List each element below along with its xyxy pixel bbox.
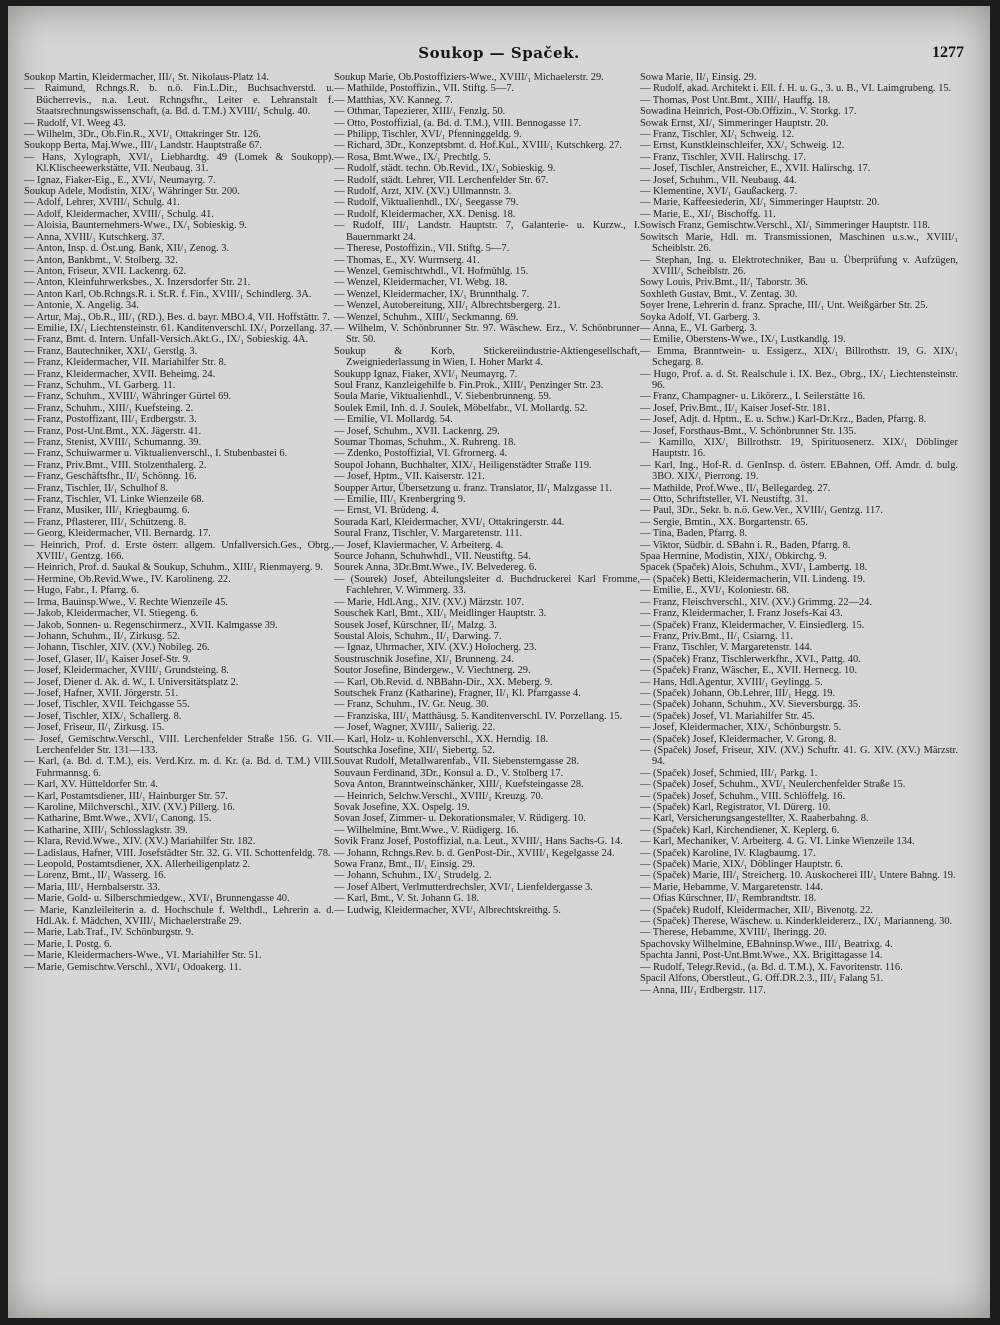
- directory-entry: — Wilhelm, 3Dr., Ob.Fin.R., XVI/₁ Ottakringer Str. 126.: [24, 129, 261, 141]
- directory-entry: — Anton, Bankbmt., V. Stolberg. 32.: [24, 254, 178, 266]
- directory-entry: — Hermine, Ob.Revid.Wwe., IV. Karolineng. 22.: [24, 573, 231, 585]
- directory-entry: — Josef, Diener d. Ak. d. W., I. Universitätsplatz 2.: [24, 676, 239, 688]
- directory-entry: — Hugo, Fabr., I. Pfarrg. 6.: [24, 585, 139, 597]
- directory-entry: — Viktor, Südbir. d. SBahn i. R., Baden, Pfarrg. 8.: [640, 539, 851, 551]
- directory-entry: Soupol Johann, Buchhalter, XIX/₁ Heiligenstädter Straße 119.: [334, 459, 592, 471]
- directory-entry: — (Spaček) Josef, Kleidermacher, V. Grong. 8.: [640, 733, 837, 745]
- directory-entry: — Hans, Hdl.Agentur, XVIII/₁ Geylingg. 5.: [640, 676, 823, 688]
- directory-entry: — Franz, Tischler, VI. Linke Wienzeile 68.: [24, 494, 205, 506]
- directory-entry: — Wilhelmine, Bmt.Wwe., V. Rüdigerg. 16.: [334, 824, 519, 836]
- directory-entry: — Emilie, IX/₁ Liechtensteinstr. 61. Kanditenverschl. IX/₁ Porzellang. 37.: [24, 322, 333, 334]
- directory-entry: — Ernst, Kunstkleinschleifer, XX/₁ Schweig. 12.: [640, 140, 845, 152]
- directory-entry: Souvat Rudolf, Metallwarenfab., VII. Siebensterngasse 28.: [334, 756, 580, 768]
- directory-entry: — (Spaček) Franz, Tischlerwerkfhr., XVI., Pattg. 40.: [640, 653, 861, 665]
- column-middle: [334, 72, 640, 1312]
- directory-entry: — (Spaček) Marie, XIX/₁ Döblinger Hauptstr. 6.: [640, 859, 844, 871]
- directory-entry: — Heinrich, Selchw.Verschl., XVIII/₁ Kreuzg. 70.: [334, 790, 544, 802]
- column-right: [640, 72, 958, 1312]
- directory-entry: — Zdenko, Postoffizial, VI. Gfrornerg. 4.: [334, 448, 508, 460]
- directory-entry: — Karl, Mechaniker, V. Arbeiterg. 4. G. VI. Linke Wienzeile 134.: [640, 836, 915, 848]
- directory-entry: — Karl, Versicherungsangestellter, X. Raaberbahng. 8.: [640, 813, 869, 825]
- directory-entry: — Marie, Kaffeesiederin, XI/₁ Simmeringer Hauptstr. 20.: [640, 197, 880, 209]
- directory-entry: — Rudolf, Viktualienhdl., IX/₁ Seegasse 79.: [334, 197, 519, 209]
- directory-entry: Sovan Josef, Zimmer- u. Dekorationsmaler, V. Rüdigerg. 10.: [334, 813, 586, 825]
- directory-entry: — Emilie, III/₁ Krenbergring 9.: [334, 494, 466, 506]
- directory-entry: — (Spaček) Rudolf, Kleidermacher, XII/₁ Bivenotg. 22.: [640, 904, 873, 916]
- directory-entry: Soukup Marie, Ob.Postoffiziers-Wwe., XVIII/₁ Michaelerstr. 29.: [334, 72, 604, 83]
- directory-entry: — Franz, Geschäftsfhr., II/₁ Schönng. 16.: [24, 471, 197, 483]
- directory-entry: — Heinrich, Prof. d. Saukal & Soukup, Schuhm., XIII/₁ Rienmayerg. 9.: [24, 562, 323, 574]
- directory-entry: — Wenzel, Kleidermacher, VI. Webg. 18.: [334, 277, 508, 289]
- directory-entry: — Irma, Bauinsp.Wwe., V. Rechte Wienzeile 45.: [24, 596, 228, 608]
- directory-entry: — Ludwig, Kleidermacher, XVI/₁ Albrechtskreithg. 5.: [334, 904, 561, 916]
- directory-entry: Sovak Josefine, XX. Ospelg. 19.: [334, 802, 470, 813]
- directory-entry: — Rudolf, III/₁ Landstr. Hauptstr. 7, Galanterie- u. Kurzw., I. Bauernmarkt 24.: [334, 220, 640, 243]
- directory-entry: — Franz, Tischler, XI/₁ Schweig. 12.: [640, 129, 795, 141]
- directory-entry: Sova Anton, Branntweinschänker, XIII/₁ Kuefsteingasse 28.: [334, 779, 584, 791]
- directory-entry: — (Spaček) Marie, III/₁ Streicherg. 10. Auskocherei III/₁ Untere Bahng. 19.: [640, 870, 956, 882]
- directory-entry: — Othmar, Tapezierer, XIII/₁ Fenzlg. 50.: [334, 106, 506, 118]
- directory-entry: — Adolf, Lehrer, XVIII/₁ Schulg. 41.: [24, 197, 180, 209]
- directory-entry: Soxhleth Gustav, Bmt., V. Zentag. 30.: [640, 288, 798, 300]
- directory-entry: Spaa Hermine, Modistin, XIX/₁ Obkirchg. 9.: [640, 551, 827, 563]
- directory-entry: — Franz, Tischler, XVII. Halirschg. 17.: [640, 151, 806, 163]
- directory-entry: — Tina, Baden, Pfarrg. 8.: [640, 528, 748, 540]
- directory-entry: — Stephan, Ing. u. Elektrotechniker, Bau u. Überprüfung v. Aufzügen, XVIII/₁ Scheiblstr. 26.: [640, 254, 958, 277]
- directory-entry: Soutschka Josefine, XII/₁ Siebertg. 52.: [334, 744, 495, 756]
- directory-entry: — Franz, Kleidermacher, I. Franz Josefs-Kai 43.: [640, 608, 843, 620]
- directory-entry: — Josef, Priv.Bmt., II/₁ Kaiser Josef-Str. 181.: [640, 402, 830, 414]
- directory-entry: — Emilie, E., XVI/₁ Koloniestr. 68.: [640, 585, 790, 597]
- directory-entry: — Franz, Bautechniker, XXI/₁ Gerstlg. 3.: [24, 345, 198, 357]
- directory-entry: — Karl, Postamtsdiener, III/₁ Hainburger Str. 57.: [24, 790, 228, 802]
- directory-entry: — Josef, Wagner, XVIII/₁ Salierig. 22.: [334, 722, 496, 734]
- directory-entry: Sourada Karl, Kleidermacher, XVI/₁ Ottakringerstr. 44.: [334, 516, 565, 528]
- directory-entry: — Raimund, Rchngs.R. b. n.ö. Fin.L.Dir., Buchsachverstd. u. Bücherrevis., n.a. Leut. Rchngsfhr., Leiter e. Lehranstalt f. Staatsrechnungswissenschaft, (a. Bd. d. T.M.) XVIII/₁ Schulg. 40.: [24, 83, 334, 118]
- directory-entry: Soukup & Korb, Stickereiindustrie-Aktiengesellschaft, Zweigniederlassung in Wien, I. Hoher Markt 4.: [334, 345, 640, 369]
- directory-entry: — Josef, Klaviermacher, V. Arbeiterg. 4.: [334, 539, 504, 551]
- directory-entry: — Ignaz, Uhrmacher, XIV. (XV.) Holocherg. 23.: [334, 642, 537, 654]
- directory-entry: — Aloisia, Baunternehmers-Wwe., IX/₁ Sobieskig. 9.: [24, 220, 247, 232]
- directory-entry: — Josef, Adjt. d. Hptm., E. u. Schw.) Karl-Dr.Krz., Baden, Pfarrg. 8.: [640, 414, 927, 426]
- directory-entry: Spacil Alfons, Oberstleut., G. Off.DR.2.3., III/₁ Falang 51.: [640, 973, 884, 985]
- directory-entry: — Franz, Champagner- u. Likörerz., I. Seilerstätte 16.: [640, 391, 866, 403]
- directory-entry: — Josef, Glaser, II/₁ Kaiser Josef-Str. 9.: [24, 653, 191, 665]
- directory-entry: — Franz, Pflasterer, III/₁ Schützeng. 8.: [24, 516, 187, 528]
- directory-entry: — Anton Karl, Ob.Rchngs.R. i. St.R. f. Fin., XVIII/₁ Schindlerg. 3A.: [24, 288, 312, 300]
- directory-entry: Soyka Adolf, VI. Garberg. 3.: [640, 311, 761, 323]
- directory-entry: Soulek Emil, Inh. d. J. Soulek, Möbelfabr., VI. Mollardg. 52.: [334, 402, 588, 414]
- directory-entry: — Karl, (a. Bd. d. T.M.), eis. Verd.Krz. m. d. Kr. (a. Bd. d. T.M.) VIII. Fuhrmannsg. 6.: [24, 756, 334, 779]
- directory-entry: — Franz, Stenist, XVIII/₁ Schumanng. 39.: [24, 437, 202, 448]
- directory-entry: Soutschek Franz (Katharine), Fragner, II/₁ Kl. Pfarrgasse 4.: [334, 687, 581, 699]
- directory-entry: — Josef, Gemischtw.Verschl., VIII. Lerchenfelder Straße 156. G. VII. Lerchenfelder Str. 131—133.: [24, 733, 334, 756]
- directory-entry: Sowadina Heinrich, Post-Ob.Offizin., V. Storkg. 17.: [640, 106, 857, 118]
- directory-entry: — Leopold, Postamtsdiener, XX. Allerheiligenplatz 2.: [24, 859, 251, 871]
- directory-entry: — Katharine, Bmt.Wwe., XVI/₁ Canong. 15.: [24, 813, 212, 825]
- directory-entry: — Johann, Tischler, XIV. (XV.) Nobileg. 26.: [24, 642, 210, 654]
- directory-entry: — Josef, Forsthaus-Bmt., V. Schönbrunner Str. 135.: [640, 425, 857, 437]
- directory-entry: — Antonie, X. Angelig. 34.: [24, 300, 139, 312]
- directory-entry: — Jakob, Sonnen- u. Regenschirmerz., XVII. Kalmgasse 39.: [24, 619, 278, 631]
- directory-entry: — Franz, Kleidermacher, XVII. Beheimg. 24.: [24, 368, 216, 380]
- directory-entry: Sowitsch Marie, Hdl. m. Transmissionen, Maschinen u.s.w., XVIII/₁ Scheiblstr. 26.: [640, 231, 958, 255]
- directory-entry: — Marie, Gold- u. Silberschmiedgew., XVI/₁ Brunnengasse 40.: [24, 893, 290, 905]
- directory-entry: — Karl, XV. Hütteldorfer Str. 4.: [24, 779, 159, 791]
- directory-entry: — Anna, XVIII/₁ Kutschkerg. 37.: [24, 231, 165, 243]
- directory-entry: — Karl, Holz- u. Kohlenverschl., XX. Herndig. 18.: [334, 733, 549, 745]
- directory-entry: — Josef, Tischler, Anstreicher, E., XVII. Halirschg. 17.: [640, 163, 871, 175]
- directory-entry: — (Spaček) Franz, Wäscher, E., XVII. Hernecg. 10.: [640, 665, 857, 677]
- directory-entry: — Marie, Lab.Traf., IV. Schönburgstr. 9.: [24, 927, 194, 939]
- directory-entry: — Hans, Xylograph, XVI/₁ Liebhardtg. 49 (Lomek & Soukopp). Kl.Klischeewerkstätte, VII. Neubaug. 31.: [24, 151, 334, 175]
- directory-entry: — Emilie, VI. Mollardg. 54.: [334, 414, 453, 426]
- directory-entry: — Mathilde, Postoffizin., VII. Stiftg. 5—7.: [334, 83, 515, 95]
- directory-entry: — Otto, Schriftsteller, VI. Neustiftg. 31.: [640, 494, 808, 506]
- directory-entry: — Marie, Kanzleileiterin a. d. Hochschule f. Welthdl., Lehrerin a. d. Hdl.Ak. f. Mädchen, XVIII/₁ Michaelerstraße 29.: [24, 904, 334, 928]
- directory-entry: — Therese, Postoffizin., VII. Stiftg. 5—7.: [334, 243, 510, 255]
- directory-entry: — Heinrich, Prof. d. Erste österr. allgem. Unfallversich.Ges., Obrg., XVIII/₁ Gentzg. 166.: [24, 539, 334, 563]
- directory-entry: — Ofias Kürschner, II/₁ Rembrandtstr. 18.: [640, 893, 817, 905]
- directory-entry: — Hugo, Prof. a. d. St. Realschule i. IX. Bez., Obrg., IX/₁ Liechtensteinstr. 96.: [640, 368, 958, 391]
- directory-entry: — Rudolf, Kleidermacher, XX. Denisg. 18.: [334, 208, 516, 220]
- directory-entry: — (Spaček) Johann, Ob.Lehrer, III/₁ Hegg. 19.: [640, 687, 836, 699]
- directory-entry: — Johann, Schuhm., IX/₁ Strudelg. 2.: [334, 870, 492, 882]
- directory-entry: — Wenzel, Kleidermacher, IX/₁ Brunnthalg. 7.: [334, 288, 530, 300]
- directory-entry: — Paul, 3Dr., Sekr. b. n.ö. Gew.Ver., XVIII/₁ Gentzg. 117.: [640, 505, 883, 517]
- directory-entry: Spachovsky Wilhelmine, EBahninsp.Wwe., III/₁ Beatrixg. 4.: [640, 938, 893, 950]
- directory-entry: — Adolf, Kleidermacher, XVIII/₁ Schulg. 41.: [24, 208, 214, 220]
- directory-entry: — Franziska, III/₁ Matthäusg. 5. Kanditenverschl. IV. Porzellang. 15.: [334, 710, 623, 722]
- directory-entry: — Rudolf, Telegr.Revid., (a. Bd. d. T.M.), X. Favoritenstr. 116.: [640, 961, 903, 973]
- directory-entry: — Marie, Hebamme, V. Margaretenstr. 144.: [640, 881, 823, 893]
- directory-entry: — (Spaček) Therese, Wäschew. u. Kinderkleidererz., IX/₁ Marianneng. 30.: [640, 916, 953, 928]
- directory-entry: — Josef, Hafner, XVII. Jörgerstr. 51.: [24, 687, 179, 699]
- directory-entry: — Josef, Schuhm., XVII. Lackenrg. 29.: [334, 425, 500, 437]
- directory-entry: Souvaun Ferdinand, 3Dr., Konsul a. D., V. Stolberg 17.: [334, 767, 564, 779]
- directory-entry: Soul Franz, Kanzleigehilfe b. Fin.Prok., XIII/₁ Penzinger Str. 23.: [334, 379, 604, 391]
- directory-entry: — Philipp, Tischler, XVI/₁ Pfenninggeldg. 9.: [334, 129, 522, 141]
- directory-entry: — Josef, Tischler, XVII. Teichgasse 55.: [24, 699, 190, 711]
- directory-entry: — Marie, Hdl.Ang., XIV. (XV.) Märzstr. 107.: [334, 596, 525, 608]
- directory-entry: — Franz, Schuhm., IV. Gr. Neug. 30.: [334, 699, 489, 711]
- directory-entry: — Josef, Hptm., VII. Kaiserstr. 121.: [334, 471, 485, 483]
- directory-entry: — Therese, Hebamme, XVIII/₁ Iheringg. 20.: [640, 927, 827, 939]
- directory-entry: Source Johann, Schuhwhdl., VII. Neustiftg. 54.: [334, 551, 531, 563]
- directory-entry: — Franz, Bmt. d. Intern. Unfall-Versich.Akt.G., IX/₁ Sobieskig. 4A.: [24, 334, 309, 346]
- directory-entry: Soupper Artur, Übersetzung u. franz. Translator, II/₁ Malzgasse 11.: [334, 482, 612, 494]
- directory-entry: — Franz, Schuiwarmer u. Viktualienverschl., I. Stubenbastei 6.: [24, 448, 288, 460]
- directory-entry: — Emma, Branntwein- u. Essigerz., XIX/₁ Billrothstr. 19, G. XIX/₁ Schegarg. 8.: [640, 345, 958, 369]
- directory-entry: — Josef, Schuhm., VII. Neubaug. 44.: [640, 174, 797, 186]
- directory-entry: — Josef, Friseur, II/₁ Zirkusg. 15.: [24, 722, 165, 734]
- directory-entry: — Franz, Kleidermacher, VII. Mariahilfer Str. 8.: [24, 357, 227, 369]
- directory-entry: — Ignaz, Fiaker-Eig., E., XVI/₁ Neumayrg. 7.: [24, 174, 216, 186]
- directory-entry: Sowak Ernst, XI/₁ Simmeringer Hauptstr. 20.: [640, 117, 829, 129]
- page-number: 1277: [932, 44, 964, 61]
- directory-entry: — (Spaček) Josef, VI. Mariahilfer Str. 45.: [640, 710, 815, 722]
- directory-entry: — Karl, Bmt., V. St. Johann G. 18.: [334, 893, 480, 905]
- directory-entry: Soumar Thomas, Schuhm., X. Ruhreng. 18.: [334, 437, 516, 448]
- directory-entry: — Maria, III/₁ Hernbalserstr. 33.: [24, 881, 161, 893]
- directory-entry: Sousek Josef, Kürschner, II/₁ Malzg. 3.: [334, 619, 497, 631]
- directory-entry: — Josef, Kleidermacher, XVIII/₁ Grundsteing. 8.: [24, 665, 229, 677]
- directory-entry: — Karl, Ob.Revid. d. NBBahn-Dir., XX. Meberg. 9.: [334, 676, 553, 688]
- directory-entry: — Artur, Maj., Ob.R., III/₁ (RD.), Bes. d. bayr. MBO.4, VII. Hoffstättr. 7.: [24, 311, 330, 323]
- directory-entry: — Ladislaus, Hafner, VIII. Josefstädter Str. 32. G. VII. Schottenfeldg. 78.: [24, 847, 331, 859]
- directory-entry: — Emilie, Oberstens-Wwe., IX/₁ Lustkandlg. 19.: [640, 334, 846, 346]
- directory-entry: — Wenzel, Schuhm., XIII/₁ Seckmanng. 69.: [334, 311, 519, 323]
- directory-entry: — (Spaček) Josef, Schmied, III/₁ Parkg. 1.: [640, 767, 818, 779]
- directory-entry: — Franz, Priv.Bmt., II/₁ Csiarng. 11.: [640, 630, 793, 642]
- directory-entry: Soukop Martin, Kleidermacher, III/₁ St. Nikolaus-Platz 14.: [24, 72, 270, 83]
- directory-entry: — Wenzel, Gemischtwhdl., VI. Hofmühlg. 15.: [334, 265, 529, 277]
- directory-entry: Soula Marie, Viktualienhdl., V. Siebenbrunneng. 59.: [334, 391, 552, 403]
- column-left: [24, 72, 334, 1312]
- directory-entry: — (Spaček) Karoline, IV. Klagbaumg. 17.: [640, 847, 816, 859]
- directory-entry: Sowisch Franz, Gemischtw.Verschl., XI/₁ Simmeringer Hauptstr. 118.: [640, 220, 930, 232]
- directory-entry: — Franz, Postoffizant, III/₁ Erdbergstr. 3.: [24, 414, 197, 426]
- directory-entry: — Rudolf, akad. Architekt i. Ell. f. H. u. G., 3. u. B., VI. Laimgrubeng. 15.: [640, 83, 952, 95]
- directory-entry: — Wilhelm, V. Schönbrunner Str. 97. Wäschew. Erz., V. Schönbrunner Str. 50.: [334, 322, 640, 346]
- directory-entry: — Franz, Schuhm., XVIII/₁ Währinger Gürtel 69.: [24, 391, 232, 403]
- directory-entry: — (Spaček) Karl, Kirchendiener, X. Keplerg. 6.: [640, 824, 840, 836]
- directory-entry: — (Sourek) Josef, Abteilungsleiter d. Buchdruckerei Karl Fromme, Fachlehrer, V. Wimmerg. 33.: [334, 573, 640, 597]
- directory-entry: — Lorenz, Bmt., II/₁ Wasserg. 16.: [24, 870, 167, 882]
- directory-entry: — Franz, Musiker, III/₁ Kriegbaumg. 6.: [24, 505, 190, 517]
- directory-entry: — Jakob, Kleidermacher, VI. Stiegeng. 6.: [24, 608, 199, 620]
- directory-entry: — Franz, Fleischverschl., XIV. (XV.) Grimmg. 22—24.: [640, 596, 872, 608]
- directory-entry: Spachta Janni, Post-Unt.Bmt.Wwe., XX. Brigittagasse 14.: [640, 950, 883, 962]
- directory-entry: — Karl, Ing., Hof-R. d. GenInsp. d. österr. EBahnen, Off. Amdr. d. bulg. 3BO. XIX/₁ Pierrong. 19.: [640, 459, 958, 483]
- directory-entry: — Marie, Kleidermachers-Wwe., VI. Mariahilfer Str. 51.: [24, 950, 262, 962]
- directory-entry: — Anna, III/₁ Erdbergstr. 117.: [640, 984, 766, 996]
- directory-entry: — Anna, E., VI. Garberg. 3.: [640, 322, 758, 334]
- directory-entry: Soukupp Ignaz, Fiaker, XVI/₁ Neumayrg. 7.: [334, 368, 518, 380]
- directory-entry: Sovik Franz Josef, Postoffizial, n.a. Leut., XVIII/₁ Hans Sachs-G. 14.: [334, 836, 623, 848]
- directory-entry: — Karoline, Milchverschl., XIV. (XV.) Pillerg. 16.: [24, 802, 235, 813]
- directory-entry: — Rosa, Bmt.Wwe., IX/₁ Prechtlg. 5.: [334, 151, 491, 163]
- directory-entry: — (Spaček) Betti, Kleidermacherin, VII. Lindeng. 19.: [640, 573, 866, 585]
- running-head: Soukop — Spaček.: [418, 44, 580, 62]
- directory-entry: Sowa Franz, Bmt., II/₁ Einsig. 29.: [334, 859, 475, 871]
- directory-entry: — (Spaček) Josef, Friseur, XIV. (XV.) Schuftr. 41. G. XIV. (XV.) Märzstr. 94.: [640, 744, 958, 768]
- directory-entry: — Franz, Tischler, II/₁ Schulhof 8.: [24, 482, 169, 494]
- directory-entry: — Rudolf, Arzt, XIV. (XV.) Ullmannstr. 3.: [334, 186, 512, 198]
- directory-entry: — Anton, Friseur, XVII. Lackenrg. 62.: [24, 265, 187, 277]
- directory-entry: — Rudolf, städt. Lehrer, VII. Lerchenfelder Str. 67.: [334, 174, 549, 186]
- directory-entry: — Josef, Tischler, XIX/₁ Schallerg. 8.: [24, 710, 182, 722]
- directory-entry: Soukopp Berta, Maj.Wwe., III/₁ Landstr. Hauptstraße 67.: [24, 140, 262, 152]
- directory-entry: — Klementine, XVI/₁ Gaußackerg. 7.: [640, 186, 798, 198]
- directory-entry: — Marie, E., XI/₁ Bischoffg. 11.: [640, 208, 776, 220]
- directory-entry: — Marie, I. Postg. 6.: [24, 938, 112, 950]
- directory-entry: Soyer Irene, Lehrerin d. franz. Sprache, III/₁ Unt. Weißgärber Str. 25.: [640, 300, 928, 312]
- directory-entry: Soustal Alois, Schuhm., II/₁ Darwing. 7.: [334, 630, 502, 642]
- directory-entry: Sourek Anna, 3Dr.Bmt.Wwe., IV. Belvedereg. 6.: [334, 562, 537, 574]
- directory-entry: — Ernst, VI. Brüdeng. 4.: [334, 505, 439, 517]
- directory-entry: — Katharine, XIII/₁ Schlosslagkstr. 39.: [24, 824, 188, 836]
- directory-entry: Sowa Marie, II/₁ Einsig. 29.: [640, 72, 757, 83]
- page-header: [8, 44, 990, 66]
- directory-entry: — Wenzel, Autobereitung, XII/₁ Albrechtsbergerg. 21.: [334, 300, 561, 312]
- directory-entry: — Klara, Revid.Wwe., XIV. (XV.) Mariahilfer Str. 182.: [24, 836, 256, 848]
- directory-entry: — Franz, Schuhm., XIII/₁ Kuefsteing. 2.: [24, 402, 194, 414]
- directory-entry: — Anton, Kleinfuhrwerksbes., X. Inzersdorfer Str. 21.: [24, 277, 251, 289]
- directory-entry: Souschek Karl, Bmt., XII/₁ Meidlinger Hauptstr. 3.: [334, 608, 547, 620]
- directory-entry: — Rudolf, städt. techn. Ob.Revid., IX/₁ Sobieskig. 9.: [334, 163, 556, 175]
- directory-entry: — Kamillo, XIX/₁ Billrothstr. 19, Spirituosenerz. XIX/₁ Döblinger Hauptstr. 16.: [640, 437, 958, 460]
- directory-entry: Soustruschnik Josefine, XI/₁ Brunneng. 24.: [334, 653, 514, 665]
- directory-entry: — Josef Albert, Verlmutterdrechsler, XVI/₁ Lienfeldergasse 3.: [334, 881, 593, 893]
- directory-entry: — Sergie, Bmtin., XX. Borgartenstr. 65.: [640, 516, 808, 528]
- directory-entry: — (Spaček) Johann, Schuhm., XV. Sieversburgg. 35.: [640, 699, 861, 711]
- directory-entry: — Franz, Post-Unt.Bmt., XX. Jägerstr. 41.: [24, 425, 202, 437]
- directory-entry: — (Spaček) Josef, Schuhm., XVI/₁ Neulerchenfelder Straße 15.: [640, 779, 906, 791]
- directory-entry: — (Spaček) Josef, Schuhm., VIII. Schlöffelg. 16.: [640, 790, 846, 802]
- directory-entry: — Franz, Schuhm., VI. Garberg. 11.: [24, 379, 176, 391]
- directory-page: [8, 6, 990, 1318]
- directory-entry: Spacek (Spaček) Alois, Schuhm., XVI/₁ Lambertg. 18.: [640, 562, 868, 574]
- directory-entry: — Thomas, E., XV. Wurmserg. 41.: [334, 254, 480, 266]
- directory-entry: — Johann, Rchngs.Rev. b. d. GenPost-Dir., XVIII/₁ Kegelgasse 24.: [334, 847, 615, 859]
- directory-entry: — Georg, Kleidermacher, VII. Bernardg. 17.: [24, 528, 211, 540]
- directory-entry: Soural Franz, Tischler, V. Margaretenstr. 111.: [334, 528, 523, 540]
- directory-entry: Soukup Adele, Modistin, XIX/₁ Währinger Str. 200.: [24, 186, 240, 198]
- directory-entry: — Otto, Postoffizial, (a. Bd. d. T.M.), VIII. Bennogasse 17.: [334, 117, 582, 129]
- directory-entry: — (Spaček) Karl, Registrator, VI. Dürerg. 10.: [640, 802, 831, 813]
- directory-entry: — Franz, Priv.Bmt., VIII. Stolzenthalerg. 2.: [24, 459, 207, 471]
- directory-entry: — Marie, Gemischtw.Verschl., XVI/₁ Odoakerg. 11.: [24, 961, 242, 973]
- directory-entry: — Johann, Schuhm., II/₁ Zirkusg. 52.: [24, 630, 181, 642]
- directory-entry: — Anton, Insp. d. Öst.ung. Bank, XII/₁ Zenog. 3.: [24, 243, 230, 255]
- directory-entry: Sowy Louis, Priv.Bmt., II/₁ Taborstr. 36.: [640, 277, 808, 289]
- directory-entry: — Matthias, XV. Kanneg. 7.: [334, 94, 453, 106]
- directory-entry: — Thomas, Post Unt.Bmt., XIII/₁ Hauffg. 18.: [640, 94, 831, 106]
- directory-entry: Soutor Josefine, Bindergew., V. Viechtnerg. 29.: [334, 665, 531, 677]
- directory-entry: — Rudolf, VI. Weeg 43.: [24, 117, 126, 129]
- directory-entry: — Mathilde, Prof.Wwe., II/₁ Bellegardeg. 27.: [640, 482, 831, 494]
- directory-entry: — Franz, Tischler, V. Margaretenstr. 144.: [640, 642, 813, 654]
- directory-entry: — Josef, Kleidermacher, XIX/₁ Schönburgstr. 5.: [640, 722, 842, 734]
- directory-entry: — Richard, 3Dr., Konzeptsbmt. d. Hof.Kul., XVIII/₁ Kutschkerg. 27.: [334, 140, 622, 152]
- directory-entry: — (Spaček) Franz, Kleidermacher, V. Einsiedlerg. 15.: [640, 619, 865, 631]
